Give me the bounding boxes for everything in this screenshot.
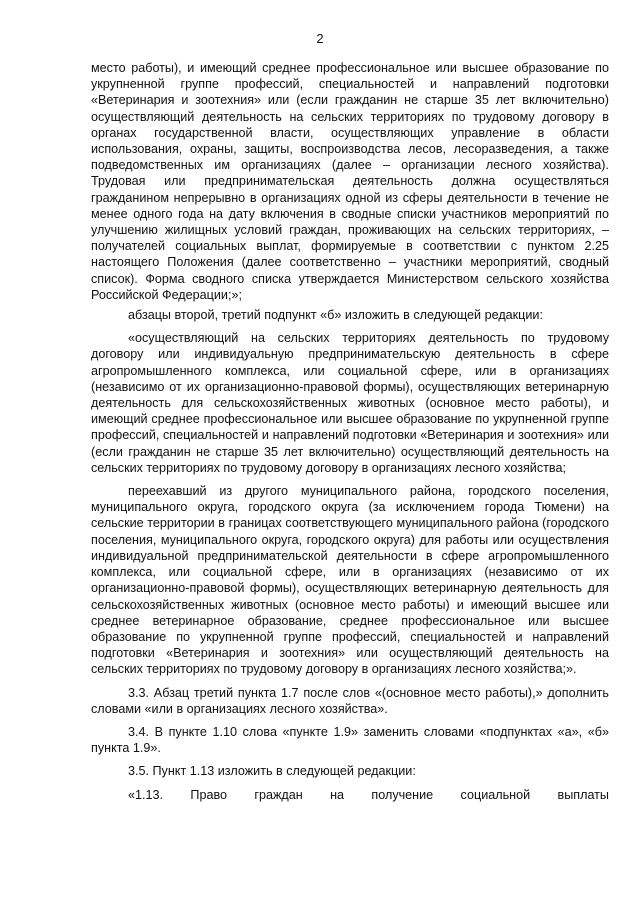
paragraph-item-3-5: 3.5. Пункт 1.13 изложить в следующей редакции: xyxy=(128,764,416,779)
document-body xyxy=(91,60,609,803)
paragraph-item-3-4: 3.4. В пункте 1.10 слова «пункте 1.9» заменить словами «подпунктах «а», «б» пункта 1.9». xyxy=(91,724,609,756)
paragraph-item-1-13-start: «1.13. Право граждан на получение социальной выплаты xyxy=(128,787,609,802)
paragraph-quoted-clause-2: переехавший из другого муниципального района, городского поселения, муниципального округа, городского округа (за исключением города Тюмени) на сельские территории в границах соответствующего муниципального района (городского поселения, муниципального округа, городского округа) для работы или осуществления индивидуальной предпринимательской деятельности в сфере агропромышленного комплекса, или социальной сфере, или в организациях (независимо от их организационно-правовой формы), осуществляющих ветеринарную деятельность для сельскохозяйственных животных (основное место работы) и имеющий высшее или среднее ветеринарное образование, среднее профессиональное или высшее образование по укрупненной группе профессий, специальностей и направлений подготовки «Ветеринария и зоотехния» или осуществляющий деятельность на сельских территориях по трудовому договору в организациях лесного хозяйства;». xyxy=(91,484,609,677)
paragraph-quoted-clause-1: «осуществляющий на сельских территориях деятельность по трудовому договору или индивидуальную предпринимательскую деятельность в сфере агропромышленного комплекса, или социальной сфере, или в организациях (независимо от их организационно-правовой формы), осуществляющих ветеринарную деятельность для сельскохозяйственных животных (основное место работы), и имеющий среднее профессиональное или высшее образование по укрупненной группе профессий, специальностей и направлений подготовки «Ветеринария и зоотехния» или (если гражданин не старше 35 лет включительно) осуществляющий деятельность на сельских территориях по трудовому договору в организациях лесного хозяйства; xyxy=(91,331,609,475)
paragraph-item-3-3: 3.3. Абзац третий пункта 1.7 после слов «(основное место работы),» дополнить словами «или в организациях лесного хозяйства». xyxy=(91,685,609,716)
page-number: 2 xyxy=(316,31,324,46)
paragraph-instruction-subpoint-b: абзацы второй, третий подпункт «б» изложить в следующей редакции: xyxy=(128,308,543,323)
paragraph-continuation: место работы), и имеющий среднее профессиональное или высшее образование по укрупненной группе профессий, специальностей и направлений подготовки «Ветеринария и зоотехния» или (если гражданин не старше 35 лет включительно) осуществляющий деятельность на сельских территориях по трудовому договору в органах государственной власти, осуществляющих управление в области использования, охраны, защиты, воспроизводства лесов, лесоразведения, а также подведомственных им организациях (далее – организации лесного хозяйства). Трудовая или предпринимательская деятельность должна осуществляться гражданином непрерывно в организациях одной из сферы деятельности в течение не менее одного года на дату включения в сводные списки участников мероприятий по улучшению жилищных условий граждан, проживающих на сельских территориях, – получателей социальных выплат, формируемые в соответствии с пунктом 2.25 настоящего Положения (далее соответственно – участники мероприятий, сводный список). Форма сводного списка утверждается Министерством сельского хозяйства Российской Федерации;»; xyxy=(91,61,609,302)
